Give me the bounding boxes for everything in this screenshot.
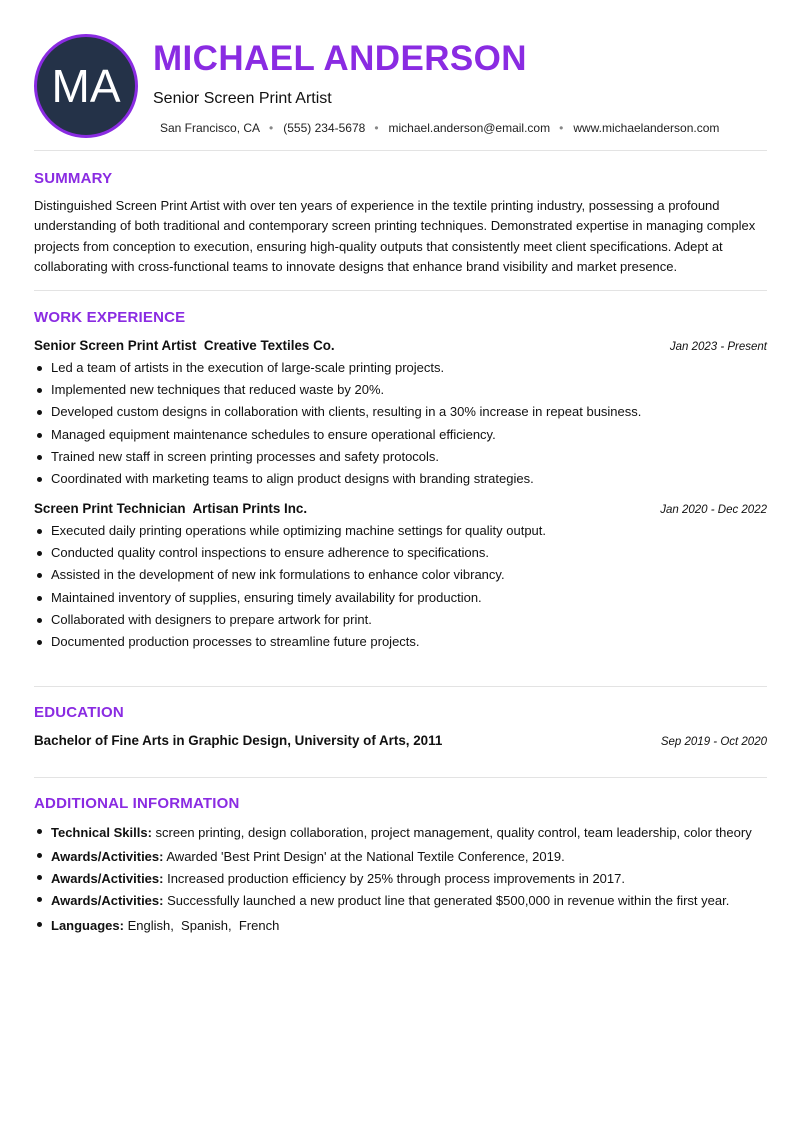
list-item: Maintained inventory of supplies, ensuring timely availability for production.	[34, 590, 767, 606]
candidate-title: Senior Screen Print Artist	[153, 90, 332, 107]
section-divider	[34, 290, 767, 291]
job-bullets	[34, 523, 767, 650]
separator-dot: •	[374, 121, 379, 135]
list-item	[34, 916, 767, 935]
job-date: Jan 2023 - Present	[669, 341, 767, 353]
item-label: Awards/Activities:	[51, 893, 164, 908]
job-date: Jan 2020 - Dec 2022	[660, 503, 767, 516]
job-header	[34, 338, 767, 353]
item-text: Successfully launched a new product line that generated $500,000 in revenue within the first year.	[163, 893, 730, 908]
contact-phone: (555) 234-5678	[283, 121, 366, 135]
resume-header	[34, 34, 767, 151]
item-label: Awards/Activities:	[51, 871, 164, 886]
item-text: English, Spanish, French	[123, 918, 280, 933]
education-heading: EDUCATION	[34, 704, 124, 721]
additional-section	[34, 795, 767, 935]
avatar-initials: MA	[51, 60, 121, 112]
list-item: Collaborated with designers to prepare artwork for print.	[34, 612, 767, 628]
avatar	[34, 34, 138, 138]
job-title: Screen Print Technician Artisan Prints Inc.	[34, 500, 308, 516]
contact-location: San Francisco, CA	[160, 121, 261, 135]
additional-heading: ADDITIONAL INFORMATION	[34, 795, 240, 812]
list-item: Assisted in the development of new ink formulations to enhance color vibrancy.	[34, 567, 767, 583]
list-item: Developed custom designs in collaboration with clients, resulting in a 30% increase in repeat business.	[34, 404, 767, 420]
job-entry	[34, 338, 767, 487]
summary-text: Distinguished Screen Print Artist with over ten years of experience in the textile printing industry, possessing a profound understanding of both traditional and contemporary screen printing techniques. Demonstrated expertise in managing complex projects from conception to execution, ensuring high-quality outputs that consistently meet client specifications. Adept at collaborating with cross-functional teams to innovate designs that enhance brand visibility and market presence.	[34, 198, 756, 274]
contact-email: michael.anderson@email.com	[388, 121, 551, 135]
item-label: Languages:	[51, 918, 124, 933]
education-section	[34, 704, 767, 748]
job-title: Senior Screen Print Artist Creative Textiles Co.	[34, 338, 335, 353]
list-item: Executed daily printing operations while optimizing machine settings for quality output.	[34, 523, 767, 539]
item-label: Technical Skills:	[51, 825, 152, 840]
contact-website: www.michaelanderson.com	[573, 121, 720, 135]
list-item	[34, 847, 767, 866]
separator-dot: •	[269, 121, 274, 135]
job-bullets	[34, 360, 767, 487]
degree: Bachelor of Fine Arts in Graphic Design, University of Arts, 2011	[34, 733, 443, 748]
summary-section	[34, 170, 767, 277]
separator-dot: •	[559, 121, 564, 135]
item-text: Increased production efficiency by 25% through process improvements in 2017.	[163, 871, 625, 886]
list-item: Conducted quality control inspections to ensure adherence to specifications.	[34, 545, 767, 561]
item-text: screen printing, design collaboration, project management, quality control, team leadership, color theory	[151, 825, 752, 840]
list-item: Managed equipment maintenance schedules to ensure operational efficiency.	[34, 427, 767, 443]
job-entry	[34, 501, 767, 650]
list-item: Trained new staff in screen printing processes and safety protocols.	[34, 449, 767, 465]
list-item: Documented production processes to streamline future projects.	[34, 634, 767, 650]
education-entry	[34, 733, 767, 748]
list-item: Led a team of artists in the execution of large-scale printing projects.	[34, 360, 767, 376]
section-divider	[34, 777, 767, 778]
list-item	[34, 823, 767, 842]
summary-heading: SUMMARY	[34, 170, 113, 187]
section-divider	[34, 686, 767, 687]
experience-section	[34, 309, 767, 650]
list-item	[34, 869, 767, 888]
experience-heading: WORK EXPERIENCE	[34, 309, 186, 326]
item-label: Awards/Activities:	[51, 849, 164, 864]
contact-info	[160, 120, 719, 136]
candidate-name: MICHAEL ANDERSON	[153, 39, 527, 78]
education-date: Sep 2019 - Oct 2020	[660, 736, 767, 748]
list-item: Coordinated with marketing teams to align product designs with branding strategies.	[34, 471, 767, 487]
job-header	[34, 501, 767, 516]
list-item	[34, 891, 767, 910]
additional-list	[34, 823, 767, 935]
list-item: Implemented new techniques that reduced waste by 20%.	[34, 382, 767, 398]
item-text: Awarded 'Best Print Design' at the National Textile Conference, 2019.	[163, 849, 565, 864]
